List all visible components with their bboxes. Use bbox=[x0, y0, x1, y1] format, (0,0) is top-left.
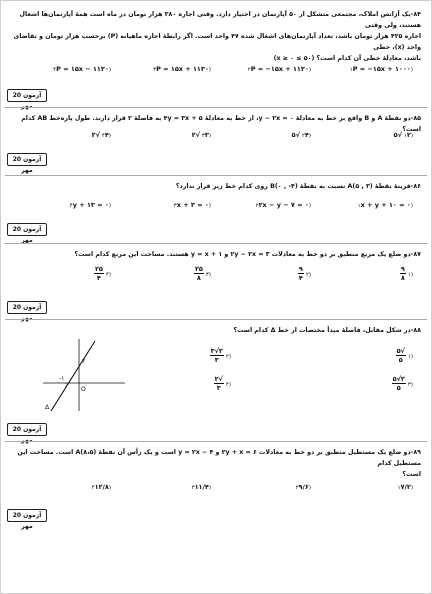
option-text: ۱۲/۸ bbox=[94, 483, 109, 491]
divider bbox=[5, 175, 427, 176]
question-85-line-1: ۸۵-دو نقطهٔ A و B واقع بر خط به معادلهٔ ۰ = y − ۲x، از خط به معادلهٔ ۵ + ۴y = ۳x به فاصلهٔ ۲ قرار دارند. طول پاره‌خط AB کدام است؟ bbox=[21, 115, 421, 133]
option-number: (۳ bbox=[201, 133, 211, 139]
origin-label: O bbox=[81, 386, 86, 393]
denominator: ۸ bbox=[196, 274, 201, 282]
option-number: (۳ bbox=[173, 203, 211, 209]
denominator: ۸ bbox=[400, 274, 405, 282]
option-2[interactable] bbox=[254, 201, 311, 209]
option-3[interactable] bbox=[194, 265, 211, 282]
option-text: P = ۱۵x − ۱۱۳۰ bbox=[56, 65, 109, 73]
fraction bbox=[396, 347, 406, 364]
exam-tag: آزمون 20 مهر bbox=[7, 423, 47, 436]
numerator: ۲√۵ bbox=[392, 375, 405, 383]
option-number: (۳ bbox=[407, 381, 413, 388]
option-4[interactable] bbox=[214, 375, 231, 392]
option-2[interactable] bbox=[298, 265, 311, 282]
question-84-options bbox=[11, 65, 421, 87]
option-3[interactable] bbox=[392, 375, 413, 392]
question-84-line-2: اجاره ۴۲۵ هزار تومان باشد، تعداد آپارتمان‌های اشغال شده ۴۷ واحد است. اگر رابطهٔ اجاره ماهیانه (P) برحسب هزار تومان و تقاضای واحد (x)، خطی bbox=[13, 33, 421, 51]
question-84 bbox=[11, 9, 421, 64]
option-number: (۴ bbox=[105, 271, 111, 278]
question-87 bbox=[11, 249, 421, 260]
option-number: (۲ bbox=[255, 203, 311, 209]
option-number: (۱ bbox=[349, 67, 413, 73]
option-number: (۴ bbox=[69, 203, 111, 209]
option-2[interactable] bbox=[294, 483, 311, 491]
option-4[interactable] bbox=[92, 131, 111, 139]
question-85-options bbox=[11, 131, 421, 153]
option-text: ۱۱/۴ bbox=[194, 483, 209, 491]
option-number: (۱ bbox=[357, 203, 413, 209]
option-text: ۳√۲ bbox=[191, 131, 209, 139]
option-number: (۲ bbox=[301, 133, 311, 139]
option-1[interactable] bbox=[394, 131, 413, 139]
option-number: (۲ bbox=[305, 271, 311, 278]
numerator: ۲۵ bbox=[194, 265, 203, 273]
fraction bbox=[94, 265, 104, 282]
option-number: (۳ bbox=[205, 271, 211, 278]
fraction bbox=[298, 265, 304, 282]
option-4[interactable] bbox=[51, 65, 111, 73]
question-86 bbox=[11, 181, 421, 192]
option-number: (۴ bbox=[225, 381, 231, 388]
option-number: (۲ bbox=[225, 353, 231, 360]
denominator: ۵ bbox=[396, 384, 401, 392]
question-86-line-1: ۸۶-قرینهٔ نقطهٔ (۳ , ۵)A نسبت به نقطهٔ (۴- , ۰)B روی کدام خط زیر قرار ندارد؟ bbox=[175, 183, 421, 190]
x-intercept-label: -۱ bbox=[59, 375, 65, 382]
exam-tag: آزمون 20 مهر bbox=[7, 509, 47, 522]
option-number: (۱ bbox=[407, 353, 413, 360]
option-1[interactable] bbox=[396, 347, 413, 364]
line-delta bbox=[51, 341, 95, 411]
option-text: P = ۱۵x + ۱۱۳۰ bbox=[156, 65, 209, 73]
option-2[interactable] bbox=[210, 347, 231, 364]
question-89 bbox=[11, 447, 421, 480]
option-text: ۲x − y − ۷ = ۰ bbox=[258, 201, 309, 209]
question-89-options bbox=[11, 483, 421, 505]
option-3[interactable] bbox=[190, 483, 211, 491]
numerator: ۹ bbox=[298, 265, 303, 273]
divider bbox=[5, 441, 427, 442]
exam-tag: آزمون 20 مهر bbox=[7, 301, 47, 314]
option-number: (۴ bbox=[91, 485, 111, 491]
numerator: √۲ bbox=[214, 375, 223, 383]
coordinate-figure bbox=[39, 335, 129, 415]
question-89-line-1: ۸۹-دو ضلع یک مستطیل منطبق بر دو خط به معادلات ۶ = ۲y + x و y = ۲x − ۴ است و یک رأس آن نقطهٔ (۸،۵)A است. مساحت این مستطیل کدام bbox=[17, 449, 421, 467]
option-text: P = −۱۵x + ۱۱۳۰ bbox=[250, 65, 309, 73]
divider bbox=[5, 107, 427, 108]
question-84-line-3: باشد، معادلهٔ خطی آن کدام است؟ (۵۰ ≥ x ≥ ۰) bbox=[273, 55, 421, 62]
option-3[interactable] bbox=[192, 131, 211, 139]
option-4[interactable] bbox=[68, 201, 111, 209]
question-88-line-1: ۸۸-در شکل مقابل، فاصلهٔ مبدأ مختصات از خط Δ کدام است؟ bbox=[233, 327, 421, 334]
denominator: ۳ bbox=[214, 356, 219, 364]
fraction bbox=[194, 265, 204, 282]
option-number: (۳ bbox=[191, 485, 211, 491]
fraction bbox=[214, 375, 224, 392]
option-text: ۴√۵ bbox=[291, 131, 309, 139]
fraction bbox=[392, 375, 406, 392]
numerator: ۹ bbox=[400, 265, 405, 273]
option-3[interactable] bbox=[172, 201, 211, 209]
option-3[interactable] bbox=[151, 65, 211, 73]
denominator: ۴ bbox=[96, 274, 101, 282]
numerator: ۲√۳ bbox=[210, 347, 223, 355]
option-text: x + y + ۱۰ = ۰ bbox=[360, 201, 411, 209]
divider bbox=[5, 243, 427, 244]
question-84-line-1: ۸۴-یک آژانس املاک، مجتمعی متشکل از ۵۰ آپارتمان در اختیار دارد. وقتی اجاره ۳۸۰ هزار تومان در ماه است همهٔ آپارتمان‌ها اشغال هستند، ولی وقتی bbox=[19, 11, 421, 29]
question-86-options bbox=[11, 201, 421, 223]
numerator: √۵ bbox=[396, 347, 405, 355]
divider bbox=[5, 319, 427, 320]
option-text: P = −۱۵x + ۱۰۰۰ bbox=[352, 65, 411, 73]
fraction bbox=[400, 265, 406, 282]
option-text: ۹/۶ bbox=[298, 483, 309, 491]
y-intercept-label: ۲ bbox=[82, 358, 86, 365]
exam-tag: آزمون 20 مهر bbox=[7, 223, 47, 236]
option-2[interactable] bbox=[292, 131, 311, 139]
option-1[interactable] bbox=[400, 265, 413, 282]
option-number: (۴ bbox=[53, 67, 111, 73]
option-4[interactable] bbox=[90, 483, 111, 491]
option-text: y + ۱۳ = ۰ bbox=[72, 201, 109, 209]
delta-label: Δ bbox=[45, 404, 50, 411]
exam-tag: آزمون 20 مهر bbox=[7, 89, 47, 102]
option-number: (۱ bbox=[403, 133, 413, 139]
question-89-line-2: است؟ bbox=[402, 471, 421, 478]
option-4[interactable] bbox=[94, 265, 111, 282]
option-2[interactable] bbox=[246, 65, 311, 73]
option-number: (۴ bbox=[101, 133, 111, 139]
option-1[interactable] bbox=[396, 483, 413, 491]
question-87-options bbox=[11, 265, 421, 291]
question-87-line-1: ۸۷-دو ضلع یک مربع منطبق بر دو خط به معادلات ۳ = ۲y − ۲x و y = x + ۱ هستند. مساحت این مربع کدام است؟ bbox=[74, 251, 421, 258]
option-text: ۷/۲ bbox=[400, 483, 411, 491]
option-1[interactable] bbox=[348, 65, 413, 73]
option-1[interactable] bbox=[356, 201, 413, 209]
option-number: (۲ bbox=[295, 485, 311, 491]
option-number: (۱ bbox=[407, 271, 413, 278]
denominator: ۵ bbox=[398, 356, 403, 364]
option-number: (۳ bbox=[153, 67, 211, 73]
option-number: (۲ bbox=[247, 67, 311, 73]
denominator: ۳ bbox=[216, 384, 221, 392]
exam-tag: آزمون 20 مهر bbox=[7, 153, 47, 166]
fraction bbox=[210, 347, 224, 364]
denominator: ۴ bbox=[298, 274, 303, 282]
option-text: ۴√۲ bbox=[91, 131, 109, 139]
option-text: ۲√۵ bbox=[393, 131, 411, 139]
option-number: (۱ bbox=[397, 485, 413, 491]
option-text: x + ۳ = ۰ bbox=[176, 201, 209, 209]
numerator: ۲۵ bbox=[94, 265, 103, 273]
